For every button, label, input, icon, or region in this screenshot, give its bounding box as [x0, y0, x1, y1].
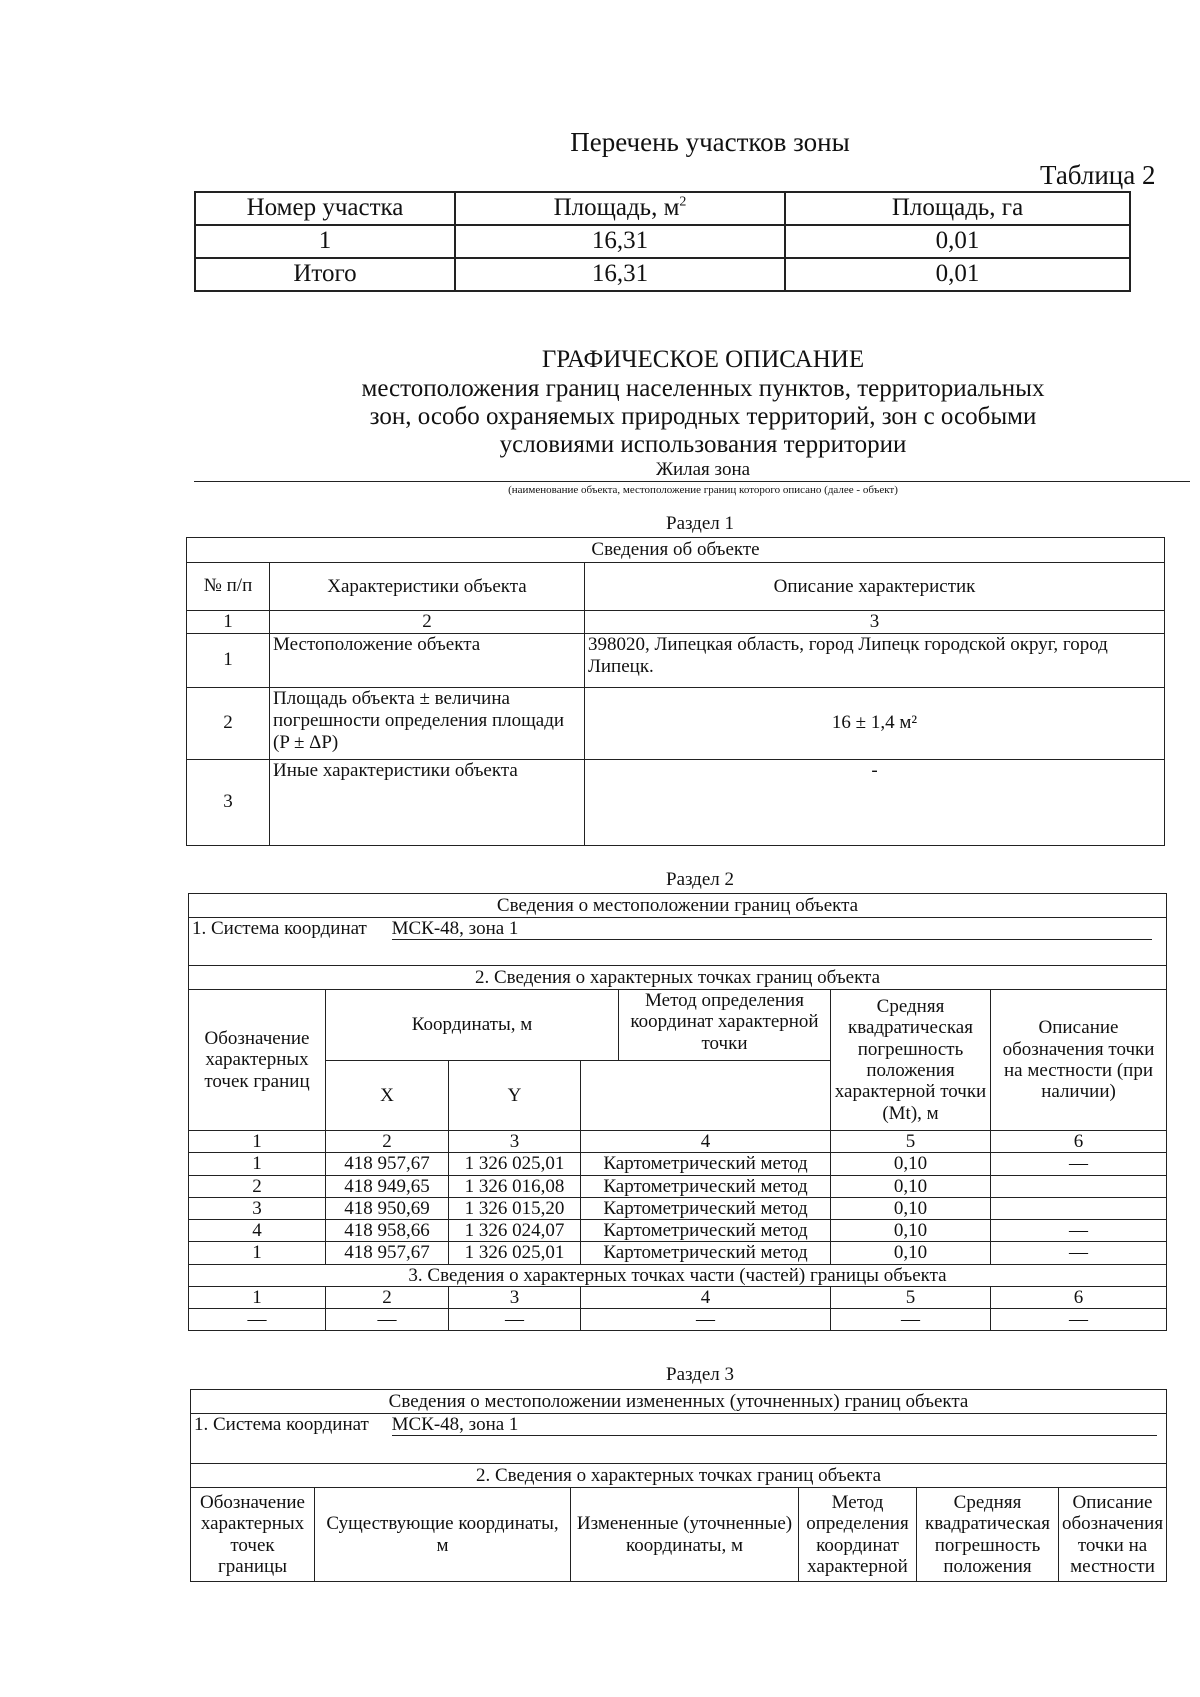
- razdel2-header-row-1: [189, 990, 1167, 1061]
- razdel2-label: Раздел 2: [666, 869, 734, 890]
- header-description: Описание характеристик: [585, 563, 1165, 611]
- point-number: 3: [189, 1197, 326, 1219]
- razdel3-caption: Сведения о местоположении измененных (уточненных) границ объекта: [191, 1390, 1167, 1414]
- characteristic-name: Местоположение объекта: [270, 633, 585, 687]
- razdel2-points-caption-row: [189, 966, 1167, 990]
- cell-total-area-m2: 16,31: [455, 258, 785, 291]
- razdel2-caption-row: [189, 894, 1167, 918]
- razdel1-label: Раздел 1: [666, 513, 734, 534]
- coord-y: 1 326 025,01: [449, 1242, 581, 1264]
- header-y: Y: [449, 1061, 581, 1131]
- cell-parcel-number: 1: [195, 225, 455, 258]
- graphic-title: ГРАФИЧЕСКОЕ ОПИСАНИЕ: [541, 346, 865, 373]
- method: Картометрический метод: [581, 1175, 831, 1197]
- point-number: 4: [189, 1220, 326, 1242]
- header-designation: Обозначение характерных точек границы: [191, 1488, 315, 1582]
- error: 0,10: [831, 1197, 991, 1219]
- header-x: X: [326, 1061, 449, 1131]
- razdel1-caption-row: [187, 538, 1165, 563]
- razdel3-points-caption-row: [191, 1464, 1167, 1488]
- table-row: [189, 1175, 1167, 1197]
- header-changed-coords: Измененные (уточненные) координаты, м: [571, 1488, 799, 1582]
- points-body: [189, 1153, 1167, 1264]
- point-number: 1: [189, 1153, 326, 1175]
- object-caption: (наименование объекта, местоположение границ которого описано (далее - объект): [508, 484, 898, 496]
- header-error: Средняя квадратическая погрешность положения: [917, 1488, 1059, 1582]
- coord-y: 1 326 016,08: [449, 1175, 581, 1197]
- header-characteristics: Характеристики объекта: [270, 563, 585, 611]
- col-number-3: 3: [585, 611, 1165, 634]
- col-number-1: 1: [189, 1131, 326, 1153]
- parts-col-number-1: 1: [189, 1286, 326, 1308]
- cell-total-area-ha: 0,01: [785, 258, 1130, 291]
- razdel3-header-row: [191, 1488, 1167, 1582]
- razdel2-parts-row: [189, 1309, 1167, 1331]
- point-description: —: [991, 1242, 1167, 1264]
- coord-y: 1 326 015,20: [449, 1197, 581, 1219]
- points-caption: 2. Сведения о характерных точках границ объекта: [189, 966, 1167, 990]
- error: 0,10: [831, 1153, 991, 1175]
- point-description: —: [991, 1153, 1167, 1175]
- col-number-6: 6: [991, 1131, 1167, 1153]
- header-area-m2-text: Площадь, м: [553, 194, 680, 222]
- razdel2-parts-column-numbers: [189, 1286, 1167, 1308]
- header-designation: Обозначение характерных точек границ: [189, 990, 326, 1131]
- table-row-total: [195, 258, 1130, 291]
- points-caption: 2. Сведения о характерных точках границ объекта: [191, 1464, 1167, 1488]
- razdel3-table: [190, 1389, 1167, 1582]
- header-area-ha: Площадь, га: [785, 192, 1130, 225]
- parts-cell-4: —: [581, 1309, 831, 1331]
- razdel3-caption-row: [191, 1390, 1167, 1414]
- header-area-m2: [455, 192, 785, 225]
- parts-col-number-2: 2: [326, 1286, 449, 1308]
- header-coords-group: [326, 990, 831, 1061]
- parts-col-number-6: 6: [991, 1286, 1167, 1308]
- table-row: [189, 1220, 1167, 1242]
- razdel2-parts-caption-row: [189, 1264, 1167, 1286]
- table-label: Таблица 2: [1040, 160, 1156, 190]
- characteristic-value: 16 ± 1,4 м²: [585, 687, 1165, 759]
- characteristic-name: Площадь объекта ± величина погрешности определения площади (P ± ΔP): [270, 687, 585, 759]
- razdel1-table: [186, 537, 1165, 846]
- col-number-5: 5: [831, 1131, 991, 1153]
- parts-cell-1: —: [189, 1309, 326, 1331]
- table-header-row: [195, 192, 1130, 225]
- col-number-4: 4: [581, 1131, 831, 1153]
- graphic-subtitle-line-1: местоположения границ населенных пунктов, территориальных: [361, 375, 1045, 402]
- point-number: 1: [189, 1242, 326, 1264]
- row-number: 1: [187, 633, 270, 687]
- point-description: [991, 1175, 1167, 1197]
- col-number-2: 2: [270, 611, 585, 634]
- error: 0,10: [831, 1242, 991, 1264]
- characteristic-name: Иные характеристики объекта: [270, 759, 585, 845]
- error: 0,10: [831, 1220, 991, 1242]
- col-number-1: 1: [187, 611, 270, 634]
- parcel-list-table: [194, 191, 1131, 292]
- razdel2-coord-system-row: [189, 918, 1167, 966]
- coord-x: 418 957,67: [326, 1242, 449, 1264]
- header-method: Метод определения координат характерной: [799, 1488, 917, 1582]
- characteristic-value: -: [585, 759, 1165, 845]
- coord-y: 1 326 024,07: [449, 1220, 581, 1242]
- coord-system-value: МСК-48, зона 1: [392, 1414, 1157, 1436]
- header-parcel-number: Номер участка: [195, 192, 455, 225]
- table-row: [195, 225, 1130, 258]
- razdel2-caption: Сведения о местоположении границ объекта: [189, 894, 1167, 918]
- row-number: 2: [187, 687, 270, 759]
- cell-area-ha: 0,01: [785, 225, 1130, 258]
- header-method: Метод определения координат характерной точки: [618, 990, 830, 1060]
- coord-system-label: 1. Система координат: [192, 918, 367, 939]
- method: Картометрический метод: [581, 1197, 831, 1219]
- header-error: Средняя квадратическая погрешность положения характерной точки (Mt), м: [831, 990, 991, 1131]
- parts-cell-5: —: [831, 1309, 991, 1331]
- list-title: Перечень участков зоны: [570, 127, 850, 157]
- table-row: [189, 1153, 1167, 1175]
- razdel3-coord-system-row: [191, 1414, 1167, 1464]
- cell-area-m2: 16,31: [455, 225, 785, 258]
- header-coords: Координаты, м: [411, 1014, 533, 1036]
- method: Картометрический метод: [581, 1242, 831, 1264]
- table-row: [187, 759, 1165, 845]
- razdel2-table: [188, 893, 1167, 1331]
- table-row: [187, 687, 1165, 759]
- graphic-subtitle-line-2: зон, особо охраняемых природных территорий, зон с особыми: [369, 403, 1037, 430]
- graphic-subtitle-line-3: условиями использования территории: [499, 431, 907, 458]
- coord-system-value: МСК-48, зона 1: [392, 918, 1152, 940]
- error: 0,10: [831, 1175, 991, 1197]
- characteristic-value: 398020, Липецкая область, город Липецк городской округ, город Липецк.: [585, 633, 1165, 687]
- header-area-m2-sup: 2: [679, 194, 687, 210]
- col-number-3: 3: [449, 1131, 581, 1153]
- object-name: Жилая зона: [655, 459, 751, 480]
- razdel1-column-numbers: [187, 611, 1165, 634]
- razdel1-header-row: [187, 563, 1165, 611]
- point-description: —: [991, 1220, 1167, 1242]
- header-existing-coords: Существующие координаты, м: [315, 1488, 571, 1582]
- coord-system: [189, 918, 1167, 966]
- object-name-underline: [194, 481, 1190, 482]
- table-row: [189, 1197, 1167, 1219]
- row-number: 3: [187, 759, 270, 845]
- point-description: [991, 1197, 1167, 1219]
- coord-x: 418 949,65: [326, 1175, 449, 1197]
- point-number: 2: [189, 1175, 326, 1197]
- header-row-number: № п/п: [187, 563, 270, 611]
- parts-col-number-3: 3: [449, 1286, 581, 1308]
- coord-x: 418 950,69: [326, 1197, 449, 1219]
- coord-x: 418 957,67: [326, 1153, 449, 1175]
- parts-cell-6: —: [991, 1309, 1167, 1331]
- coord-system: [191, 1414, 1167, 1464]
- method: Картометрический метод: [581, 1220, 831, 1242]
- parts-cell-2: —: [326, 1309, 449, 1331]
- razdel1-caption: Сведения об объекте: [187, 538, 1165, 563]
- coord-x: 418 958,66: [326, 1220, 449, 1242]
- cell-total-label: Итого: [195, 258, 455, 291]
- coord-system-label: 1. Система координат: [194, 1414, 369, 1435]
- method: Картометрический метод: [581, 1153, 831, 1175]
- header-method-empty: [581, 1061, 831, 1131]
- razdel2-column-numbers: [189, 1131, 1167, 1153]
- razdel3-label: Раздел 3: [666, 1364, 734, 1385]
- table-row: [189, 1242, 1167, 1264]
- parts-col-number-5: 5: [831, 1286, 991, 1308]
- parts-col-number-4: 4: [581, 1286, 831, 1308]
- parts-cell-3: —: [449, 1309, 581, 1331]
- parts-caption: 3. Сведения о характерных точках части (частей) границы объекта: [189, 1264, 1167, 1286]
- header-point-description: Описание обозначения точки на местности: [1059, 1488, 1167, 1582]
- col-number-2: 2: [326, 1131, 449, 1153]
- header-point-description: Описание обозначения точки на местности (при наличии): [991, 990, 1167, 1131]
- coord-y: 1 326 025,01: [449, 1153, 581, 1175]
- table-row: [187, 633, 1165, 687]
